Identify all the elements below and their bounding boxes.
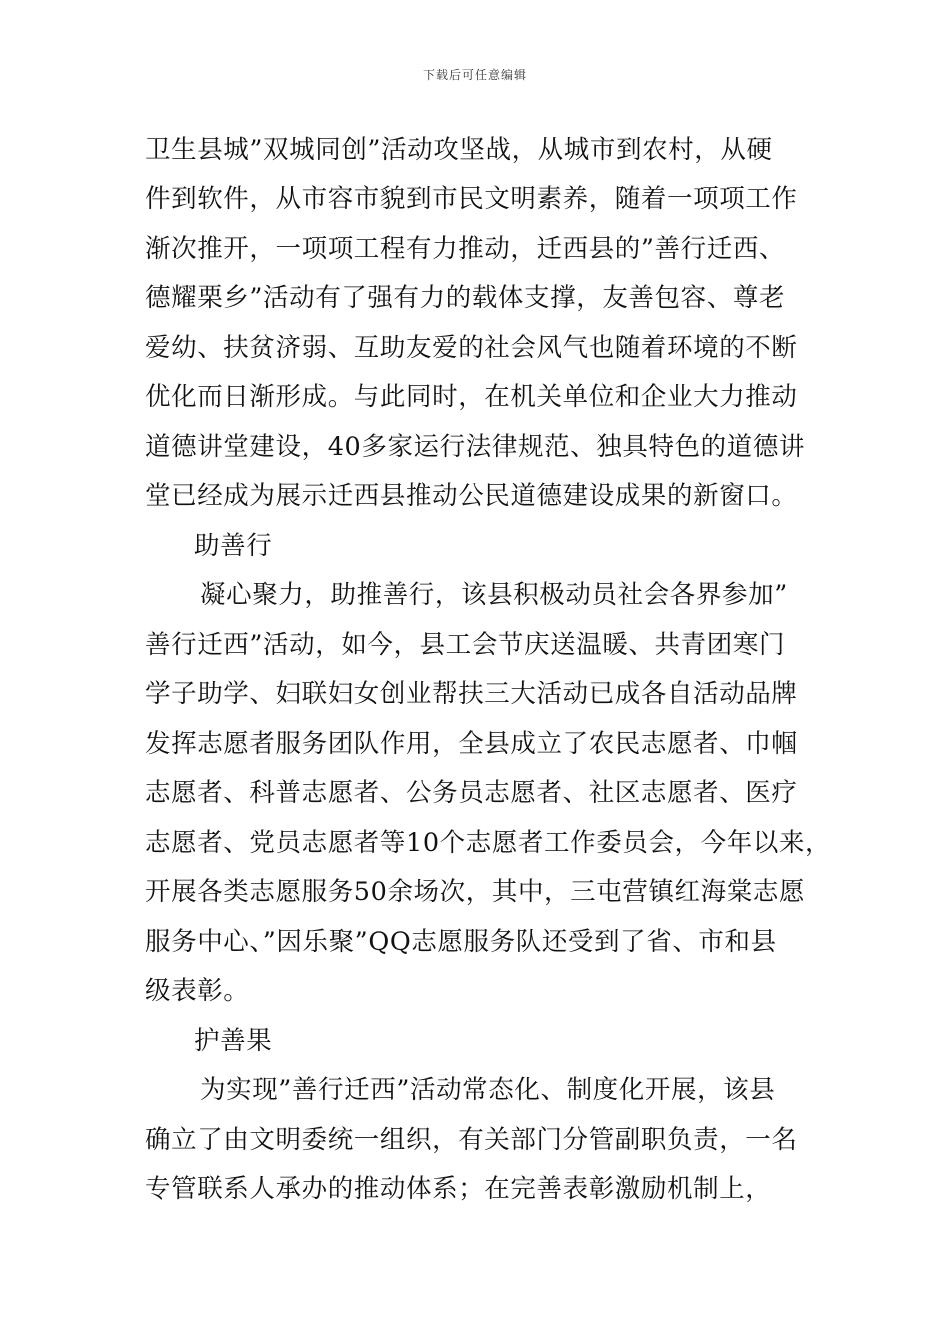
- paragraph-line: 级表彰。: [145, 976, 250, 1006]
- paragraph-line: 善行迁西”活动，如今，县工会节庆送温暖、共青团寒门: [145, 630, 786, 660]
- paragraph-line: 渐次推开，一项项工程有力推动，迁西县的”善行迁西、: [145, 234, 786, 264]
- paragraph-line: 开展各类志愿服务50余场次，其中，三屯营镇红海棠志愿: [145, 877, 806, 907]
- paragraph-line: 堂已经成为展示迁西县推动公民道德建设成果的新窗口。: [145, 481, 798, 511]
- page-header-note: 下载后可任意编辑: [422, 68, 527, 82]
- paragraph-line: 道德讲堂建设，40多家运行法律规范、独具特色的道德讲: [145, 432, 806, 462]
- paragraph-line: 专管联系人承办的推动体系；在完善表彰激励机制上，: [145, 1174, 772, 1204]
- paragraph-line: 件到软件，从市容市貌到市民文明素养，随着一项项工作: [145, 184, 798, 214]
- paragraph-line: 确立了由文明委统一组织，有关部门分管副职负责，一名: [145, 1125, 798, 1155]
- paragraph-line: 卫生县城”双城同创”活动攻坚战，从城市到农村，从硬: [145, 135, 773, 165]
- paragraph-line: 为实现”善行迁西”活动常态化、制度化开展，该县: [200, 1075, 776, 1105]
- section-heading-hushanguo: 护善果: [194, 1026, 273, 1056]
- paragraph-line: 爱幼、扶贫济弱、互助友爱的社会风气也随着环境的不断: [145, 333, 798, 363]
- paragraph-line: 志愿者、科普志愿者、公务员志愿者、社区志愿者、医疗: [145, 778, 798, 808]
- paragraph-line: 发挥志愿者服务团队作用，全县成立了农民志愿者、巾帼: [145, 729, 798, 759]
- paragraph-line: 服务中心、”因乐聚”QQ志愿服务队还受到了省、市和县: [145, 927, 777, 957]
- paragraph-line: 凝心聚力，助推善行，该县积极动员社会各界参加”: [200, 580, 788, 610]
- paragraph-line: 志愿者、党员志愿者等10个志愿者工作委员会，今年以来，: [145, 828, 832, 858]
- paragraph-line: 学子助学、妇联妇女创业帮扶三大活动已成各自活动品牌: [145, 679, 798, 709]
- paragraph-line: 德耀栗乡”活动有了强有力的载体支撑，友善包容、尊老: [145, 283, 786, 313]
- section-heading-zhushanxing: 助善行: [194, 531, 273, 561]
- paragraph-line: 优化而日渐形成。与此同时，在机关单位和企业大力推动: [145, 382, 798, 412]
